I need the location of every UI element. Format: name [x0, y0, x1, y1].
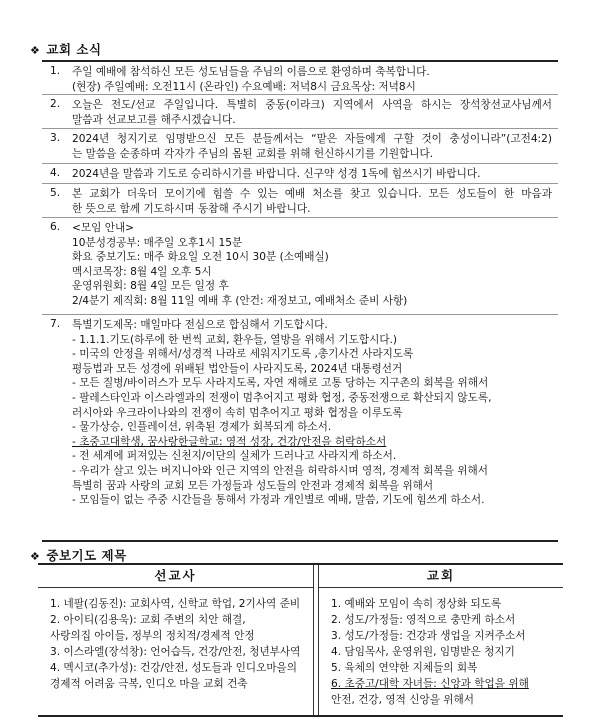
news-item-5: 5. 본 교회가 더욱더 모이기에 힘쓸 수 있는 예배 처소를 찾고 있습니다. 모든 성도들이 한 마음과 한 뜻으로 함께 기도하시며 동참해 주시기 바랍니다.: [42, 184, 558, 218]
church-header: 교회: [319, 565, 563, 588]
church-item: 4. 담임목사, 운영위원, 임명받은 청지기: [331, 646, 515, 658]
diamond-bullet-icon: ❖: [30, 550, 41, 563]
prayer-table: [38, 563, 563, 717]
missionary-item: 3. 이스라엘(장석창): 언어습득, 건강/안전, 청년부사역: [50, 646, 301, 658]
news-item-4: 4. 2024년을 말씀과 기도로 승리하시기를 바랍니다. 신구약 성경 1독에 힘쓰시기 바랍니다.: [42, 164, 558, 184]
church-column: [318, 565, 563, 715]
missionary-item: 1. 네팔(김동진): 교회사역, 신학교 학업, 2기사역 준비: [50, 598, 301, 610]
diamond-bullet-icon: ❖: [30, 44, 41, 57]
news-item-7: 7. 특별기도제목: 매일마다 전심으로 합심해서 기도합시다. - 1.1.1.기도(하루에 한 번씩 교회, 환우들, 열방을 위해서 기도합시다.) - 미국의 안정을 위해서/성경적 나라로 세워지기도록 ,총기사건 사라지도록 평등법과 모든 성경에 위배된 법안들이 사라지도록, 2024년 대통령선거 - 모든 질병/바이러스가 모두 사라지도록, 자연 재해로 고통 당하는 지구촌의 회복을 위해서 - 팔레스타인과 이스라엘과의 전쟁이 멈추어지고 평화 협정, 중동전쟁으로 확산되지 않도록, 러시아와 우크라이나와의 전쟁이 속히 멈추어지고 평화 협정을 이루도록 - 물가상승, 인플레이션, 위축된 경제가 회복되게 하소서. - 초중고대학생, 꿈사랑한글학교: 영적 성장, 건강/안전을 허락하소서 - 전 세계에 퍼져있는 신천지/이단의 실체가 드러나고 사라지게 하소서. - 우리가 살고 있는 버지니아와 인근 지역의 안전을 허락하시며 영적, 경제적 회복을 위해서 특별히 꿈과 사랑의 교회 모든 가정들과 성도들의 안전과 경제적 회복을 위해서 - 모임들이 없는 주중 시간들을 통해서 가정과 개인별로 예배, 말씀, 기도에 힘쓰게 하소서.: [50, 318, 492, 507]
news-item-2: 2. 오늘은 전도/선교 주일입니다. 특별히 중동(이라크) 지역에서 사역을 하시는 장석창선교사님께서 말씀과 선교보고를 해주시겠습니다.: [42, 95, 558, 129]
missionary-item: 사랑의집 아이들, 정부의 정치적/경제적 안정: [50, 630, 255, 642]
church-news-box: [42, 60, 558, 542]
prayer-heading: ❖ 중보기도 제목: [30, 548, 127, 563]
news-item-3: 3. 2024년 청지기로 임명받으신 모든 분들께서는 “맡은 자들에게 구할 것이 충성이니라”(고전4:2) 는 말씀을 순종하며 각자가 주님의 몸된 교회를 위해 헌신하시기를 기원합니다.: [42, 129, 558, 164]
church-item: 1. 예배와 모임이 속히 정상화 되도록: [331, 598, 502, 610]
missionary-item: 4. 멕시코(추가성): 건강/안전, 성도들과 인디오마을의: [50, 662, 298, 674]
missionary-header: 선교사: [38, 565, 313, 588]
church-item: 5. 육체의 연약한 지체들의 회복: [331, 662, 478, 674]
church-item: 안전, 건강, 영적 신앙을 위해서: [331, 694, 475, 706]
church-item: 6. 초중고/대학 자녀들: 신앙과 학업을 위해: [331, 678, 529, 690]
missionary-item: 2. 아이티(김용욱): 교회 주변의 치안 해결,: [50, 614, 246, 626]
missionary-item: 경제적 어려움 극복, 인디오 마을 교회 건축: [50, 678, 248, 690]
missionary-column: [38, 565, 314, 715]
church-item: 3. 성도/가정들: 건강과 생업을 지켜주소서: [331, 630, 526, 642]
church-item: 2. 성도/가정들: 영적으로 충만케 하소서: [331, 614, 516, 626]
news-item-6: 6. <모임 안내> 10분성경공부: 매주일 오후1시 15분 화요 중보기도: 매주 화요일 오전 10시 30분 (소예배실) 멕시코목장: 8월 4일 오후 5시 운영위원회: 8월 4일 모든 일정 후 2/4분기 제직회: 8월 11일 예배 후 (안건: 재정보고, 예배처소 준비 사항): [42, 218, 558, 315]
church-news-heading: ❖ 교회 소식: [30, 42, 102, 57]
news-item-1: 1. 주일 예배에 참석하신 모든 성도님들을 주님의 이름으로 환영하며 축복합니다. (현장) 주일예배: 오전11시 (온라인) 수요예배: 저녁8시 금요목상: 저녁8시: [42, 62, 558, 95]
